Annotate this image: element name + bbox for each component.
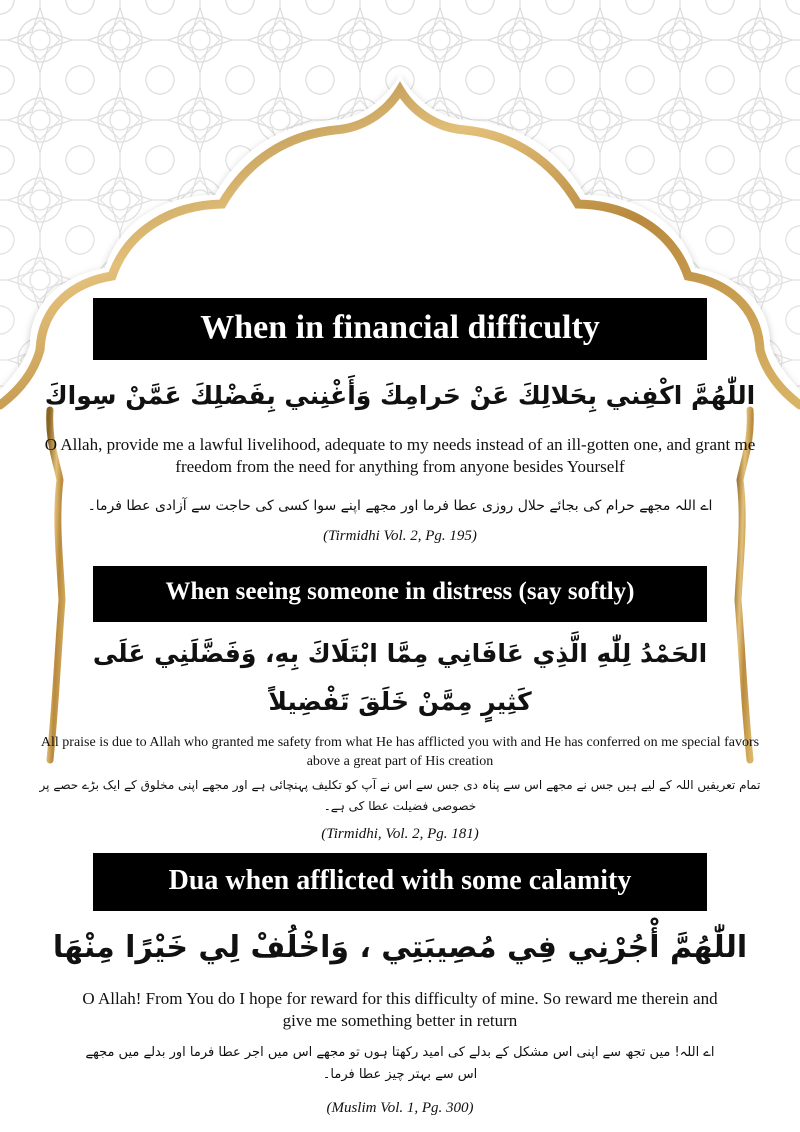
english-translation-distress: All praise is due to Allah who granted me safety from what He has afflicted you with and He has conferred on me special favors above a great part of His creation [40, 735, 760, 769]
urdu-translation-distress: تمام تعریفیں اللہ کے لیے ہیں جس نے مجھے اس سے پناہ دی جس سے اس نے آپ کو تکلیف پہنچائی ہے اور مجھے اپنی مخلوق کے ایک بڑے حصے پر خصوصی فضیلت عطا کی ہے۔ [39, 778, 761, 813]
arabic-dua-financial: اللّٰهُمَّ اكْفِني بِحَلالِكَ عَنْ حَرامِكَ وَأَغْنِني بِفَضْلِكَ عَمَّنْ سِواكَ [44, 381, 756, 410]
section-title-calamity: Dua when afflicted with some calamity [93, 853, 707, 911]
reference-calamity: (Muslim Vol. 1, Pg. 300) [326, 1100, 474, 1116]
section-title-seeing-distress: When seeing someone in distress (say softly) [93, 566, 707, 622]
arabic-dua-distress: الحَمْدُ لِلّٰهِ الَّذِي عَافَانِي مِمَّا ابْتَلَاكَ بِهِ، وَفَضَّلَنِي عَلَى كَثِيرٍ مِمَّنْ خَلَقَ تَفْضِيلاً [92, 639, 708, 716]
section-title-financial-difficulty: When in financial difficulty [93, 298, 707, 360]
english-translation-calamity: O Allah! From You do I hope for reward for this difficulty of mine. So reward me therein and give me something better in return [82, 989, 718, 1030]
english-translation-financial: O Allah, provide me a lawful livelihood, adequate to my needs instead of an ill-gotten one, and grant me freedom from the need for anything from anyone besides Yourself [44, 435, 756, 476]
urdu-translation-calamity: اے اللہ! میں تجھ سے اپنی اس مشکل کے بدلے کی امید رکھتا ہوں تو مجھے اس میں اجر عطا فرما اور بدلے میں مجھے اس سے بہتر چیز عطا فرما۔ [85, 1045, 715, 1082]
reference-financial: (Tirmidhi Vol. 2, Pg. 195) [323, 528, 477, 544]
reference-distress: (Tirmidhi, Vol. 2, Pg. 181) [321, 826, 479, 842]
arabic-dua-calamity: اللّٰهُمَّ أْجُرْنِي فِي مُصِيبَتِي ، وَاخْلُفْ لِي خَيْرًا مِنْهَا [52, 930, 748, 965]
urdu-translation-financial: اے اللہ مجھے حرام کی بجائے حلال روزی عطا فرما اور مجھے اپنے سوا کسی کی حاجت سے آزادی عطا فرما۔ [87, 498, 713, 514]
